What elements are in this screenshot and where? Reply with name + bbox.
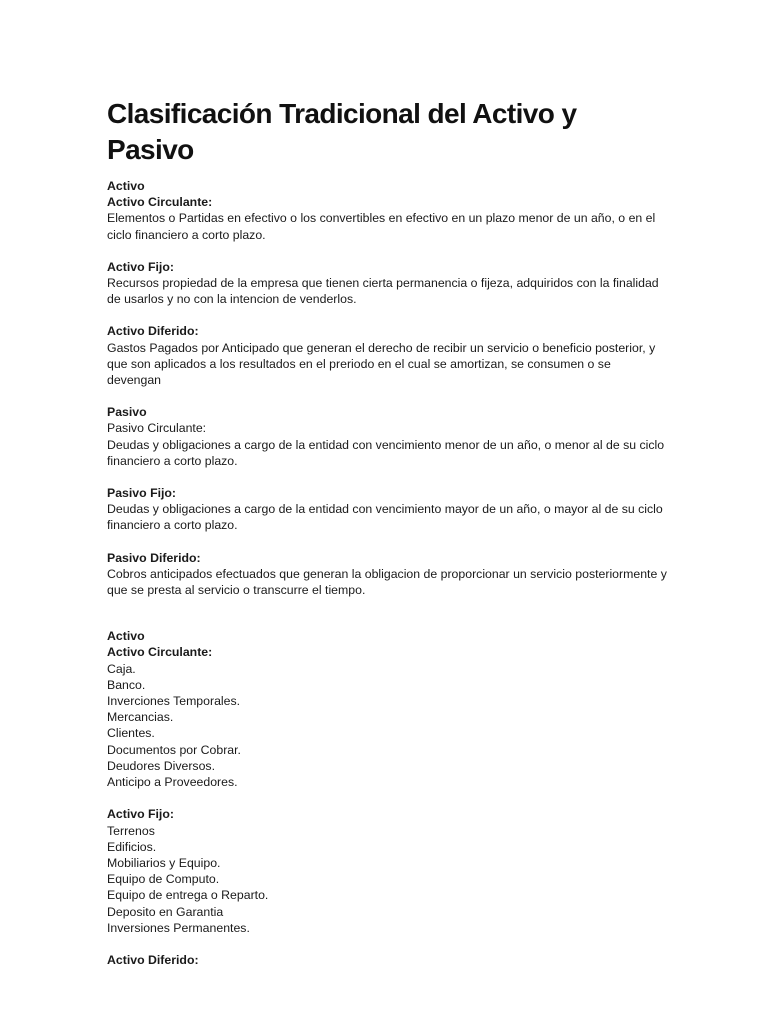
- page-title: Clasificación Tradicional del Activo y Pasivo: [107, 98, 577, 165]
- list-item: Deudores Diversos.: [107, 758, 215, 773]
- pasivo-circulante-text: Deudas y obligaciones a cargo de la entidad con vencimiento menor de un año, o menor al de su ciclo financiero a corto plazo.: [107, 437, 665, 468]
- list-item: Mobiliarios y Equipo.: [107, 855, 221, 870]
- pasivo-fijo-heading: Pasivo Fijo:: [107, 486, 177, 501]
- examples-activo-diferido-heading: Activo Diferido:: [107, 952, 199, 967]
- list-item: Banco.: [107, 677, 146, 692]
- list-item: Equipo de entrega o Reparto.: [107, 888, 269, 903]
- list-item: Inverciones Temporales.: [107, 694, 241, 709]
- list-item: Deposito en Garantia: [107, 904, 224, 919]
- pasivo-heading: Pasivo: [107, 405, 147, 420]
- list-item: Equipo de Computo.: [107, 872, 220, 887]
- activo-heading: Activo: [107, 179, 145, 193]
- list-item: Inversiones Permanentes.: [107, 920, 250, 935]
- pasivo-diferido-text: Cobros anticipados efectuados que generan la obligacion de proporcionar un servicio posteriormente y que se presta al servicio o transcurre el tiempo.: [107, 566, 667, 598]
- list-item: Documentos por Cobrar.: [107, 742, 241, 757]
- activo-fijo-heading: Activo Fijo:: [107, 259, 174, 274]
- activo-fijo-text: Recursos propiedad de la empresa que tienen cierta permanencia o fijeza, adquiridos con la finalidad de usarlos y no con la intencion de venderlos.: [107, 276, 659, 307]
- list-item: Clientes.: [107, 726, 155, 741]
- activo-diferido-heading: Activo Diferido:: [107, 324, 199, 339]
- activo-circulante-heading: Activo Circulante:: [107, 195, 213, 210]
- pasivo-circulante-heading: Pasivo Circulante:: [107, 421, 207, 436]
- pasivo-fijo-text: Deudas y obligaciones a cargo de la entidad con vencimiento mayor de un año, o mayor al de su ciclo financiero a corto plazo.: [107, 502, 663, 533]
- list-item: Anticipo a Proveedores.: [107, 775, 238, 790]
- list-item: Edificios.: [107, 839, 157, 854]
- examples-activo-heading: Activo: [107, 629, 145, 644]
- activo-fijo-list: [107, 823, 668, 936]
- list-item: Caja.: [107, 661, 136, 676]
- activo-diferido-text: Gastos Pagados por Anticipado que generan el derecho de recibir un servicio o beneficio posterior, y que son aplicados a los resultados en el preriodo en el cual se amortizan, se consumen o se devengan: [107, 340, 656, 388]
- examples-activo-fijo-heading: Activo Fijo:: [107, 807, 174, 822]
- activo-circulante-list: [107, 661, 668, 791]
- list-item: Terrenos: [107, 823, 155, 838]
- examples-activo-circulante-heading: Activo Circulante:: [107, 645, 213, 660]
- pasivo-diferido-heading: Pasivo Diferido:: [107, 550, 201, 565]
- list-item: Mercancias.: [107, 710, 174, 725]
- activo-circulante-text: Elementos o Partidas en efectivo o los convertibles en efectivo en un plazo menor de un año, o en el ciclo financiero a corto plazo.: [107, 211, 656, 242]
- definitions-section: [107, 178, 668, 968]
